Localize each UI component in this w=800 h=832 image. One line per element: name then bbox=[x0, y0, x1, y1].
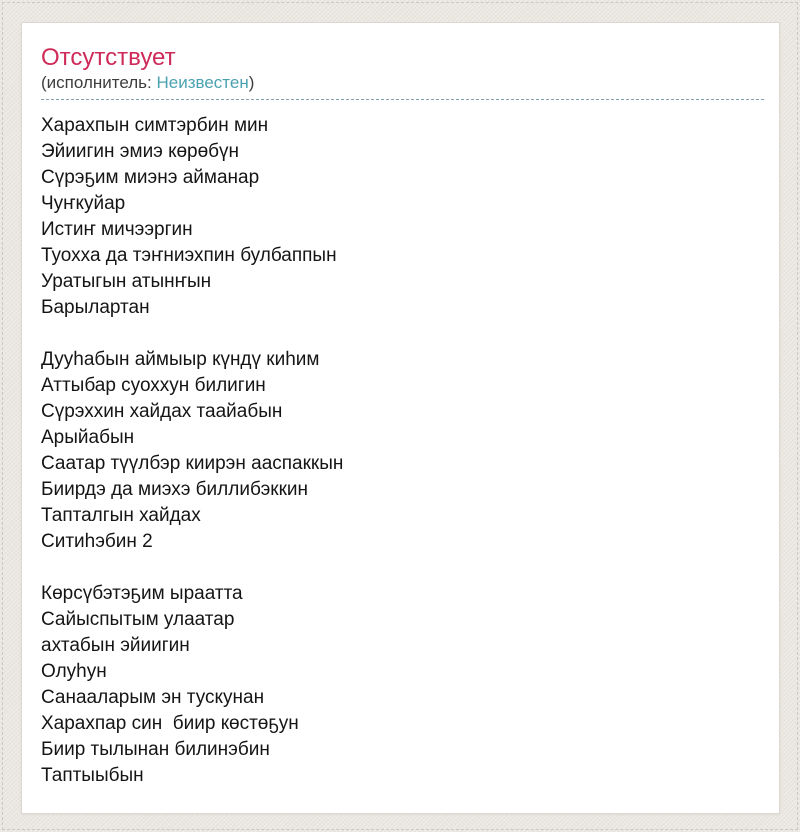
lyric-line: Барылартан bbox=[41, 297, 150, 318]
lyric-line: Көрсүбэтэҕим ыраатта bbox=[41, 583, 243, 604]
lyric-line: Арыйабын bbox=[41, 427, 135, 448]
lyric-line: Уратыгын атынҥын bbox=[41, 271, 212, 292]
lyric-line: Сайыспытым улаатар bbox=[41, 609, 235, 630]
lyric-line: Биирдэ да миэхэ биллибэккин bbox=[41, 479, 309, 500]
lyric-line: Тапталгын хайдах bbox=[41, 505, 201, 526]
lyric-line: Ситиһэбин 2 bbox=[41, 531, 153, 552]
stanza bbox=[41, 581, 764, 789]
lyric-line: Аттыбар суоххун билигин bbox=[41, 375, 266, 396]
lyric-line: Харахпар син биир көстөҕун bbox=[41, 713, 299, 734]
lyric-line: Олуһун bbox=[41, 661, 107, 682]
lyric-line: ахтабын эйиигин bbox=[41, 635, 190, 656]
song-title: Отсутствует bbox=[41, 44, 176, 71]
stanza bbox=[41, 347, 764, 555]
lyrics-card bbox=[21, 22, 780, 814]
lyric-line: Истиҥ мичээргин bbox=[41, 219, 193, 240]
lyric-line: Эйиигин эмиэ көрөбүн bbox=[41, 141, 240, 162]
lyric-line: Туохха да тэҥниэхпин булбаппын bbox=[41, 245, 337, 266]
lyrics-text bbox=[41, 113, 764, 789]
artist-line bbox=[41, 73, 764, 100]
lyric-line: Харахпын симтэрбин мин bbox=[41, 115, 269, 136]
lyric-line: Таптыыбын bbox=[41, 765, 144, 786]
lyric-line: Саатар түүлбэр киирэн ааспаккын bbox=[41, 453, 344, 474]
lyric-line: Сүрэҕим миэнэ айманар bbox=[41, 167, 260, 188]
lyric-line: Санааларым эн тускунан bbox=[41, 687, 265, 708]
lyric-line: Чуҥкуйар bbox=[41, 193, 126, 214]
artist-label-suffix: ) bbox=[248, 73, 255, 92]
lyric-line: Биир тылынан билинэбин bbox=[41, 739, 270, 760]
lyric-line: Сүрэххин хайдах таайабын bbox=[41, 401, 283, 422]
artist-label-prefix: (исполнитель: bbox=[41, 73, 157, 92]
lyric-line: Дууһабын аймыыр күндү киһим bbox=[41, 349, 320, 370]
artist-link[interactable]: Неизвестен bbox=[156, 73, 249, 92]
stanza bbox=[41, 113, 764, 321]
